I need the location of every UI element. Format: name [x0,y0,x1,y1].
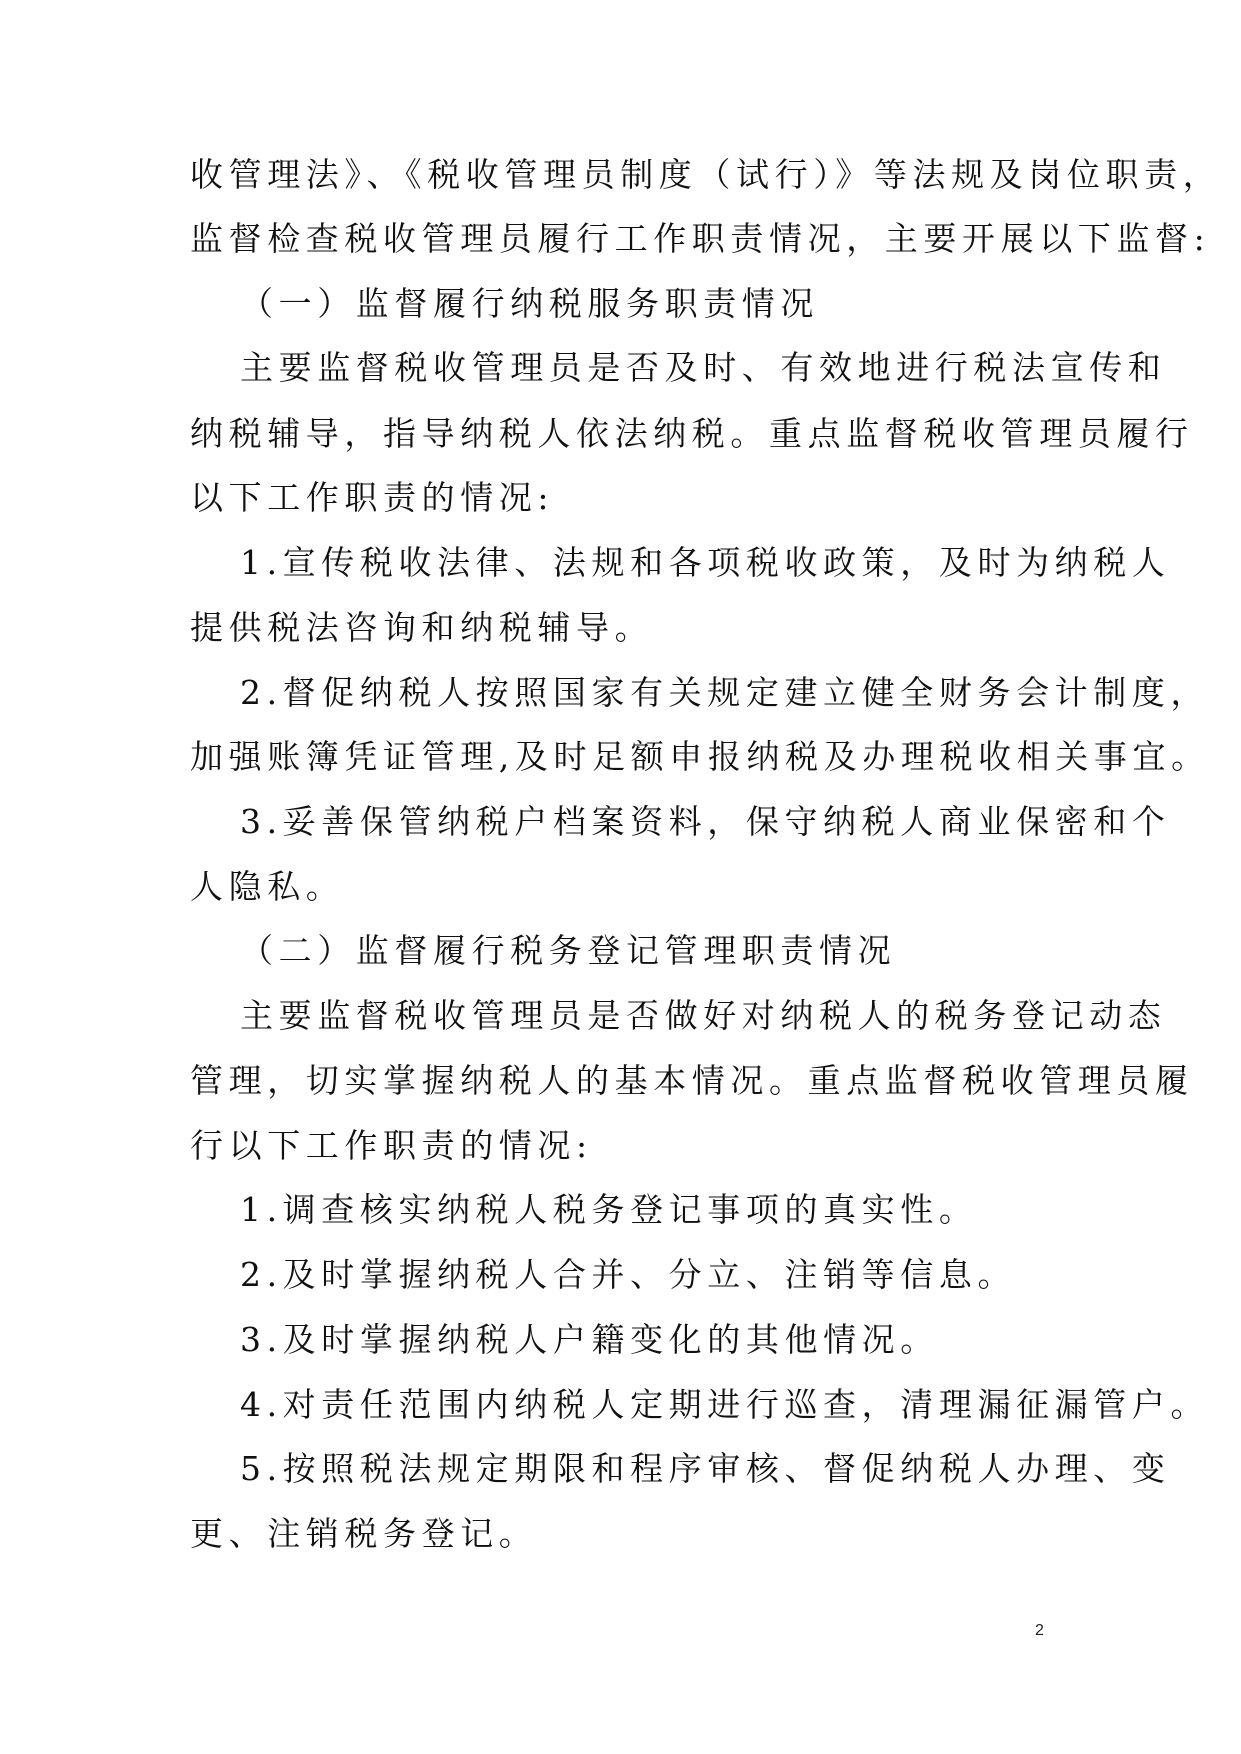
text-line: 管理，切实掌握纳税人的基本情况。重点监督税收管理员履 [190,1061,1194,1100]
list-item: 1.调查核实纳税人税务登记事项的真实性。 [240,1190,978,1229]
text-line: 收管理法》、《税收管理员制度（试行）》等法规及岗位职责， [190,155,1222,194]
text-line: 人隐私。 [190,867,345,906]
list-item: 2.督促纳税人按照国家有关规定建立健全财务会计制度， [240,673,1210,712]
text-line: 更、注销税务登记。 [190,1514,538,1553]
page-number: 2 [1035,1622,1044,1639]
text-line: 纳税辅导，指导纳税人依法纳税。重点监督税收管理员履行 [190,414,1194,453]
list-item: 4.对责任范围内纳税人定期进行巡查，清理漏征漏管户。 [240,1385,1210,1424]
section-heading-1: （一）监督履行纳税服务职责情况 [240,284,819,323]
paragraph-start: 主要监督税收管理员是否及时、有效地进行税法宣传和 [240,348,1167,387]
list-item: 3.及时掌握纳税人户籍变化的其他情况。 [240,1320,939,1359]
list-item: 3.妥善保管纳税户档案资料，保守纳税人商业保密和个 [240,802,1171,841]
text-line: 以下工作职责的情况: [190,478,555,517]
list-item: 2.及时掌握纳税人合并、分立、注销等信息。 [240,1255,1017,1294]
text-line: 行以下工作职责的情况: [190,1126,593,1165]
list-item: 5.按照税法规定期限和程序审核、督促纳税人办理、变 [240,1449,1171,1488]
section-heading-2: （二）监督履行税务登记管理职责情况 [240,931,897,970]
text-line: 加强账簿凭证管理,及时足额申报纳税及办理税收相关事宜。 [190,737,1210,776]
text-line: 监督检查税收管理员履行工作职责情况，主要开展以下监督: [190,219,1211,258]
text-line: 提供税法咨询和纳税辅导。 [190,608,654,647]
paragraph-start: 主要监督税收管理员是否做好对纳税人的税务登记动态 [240,996,1167,1035]
list-item: 1.宣传税收法律、法规和各项税收政策，及时为纳税人 [240,543,1171,582]
